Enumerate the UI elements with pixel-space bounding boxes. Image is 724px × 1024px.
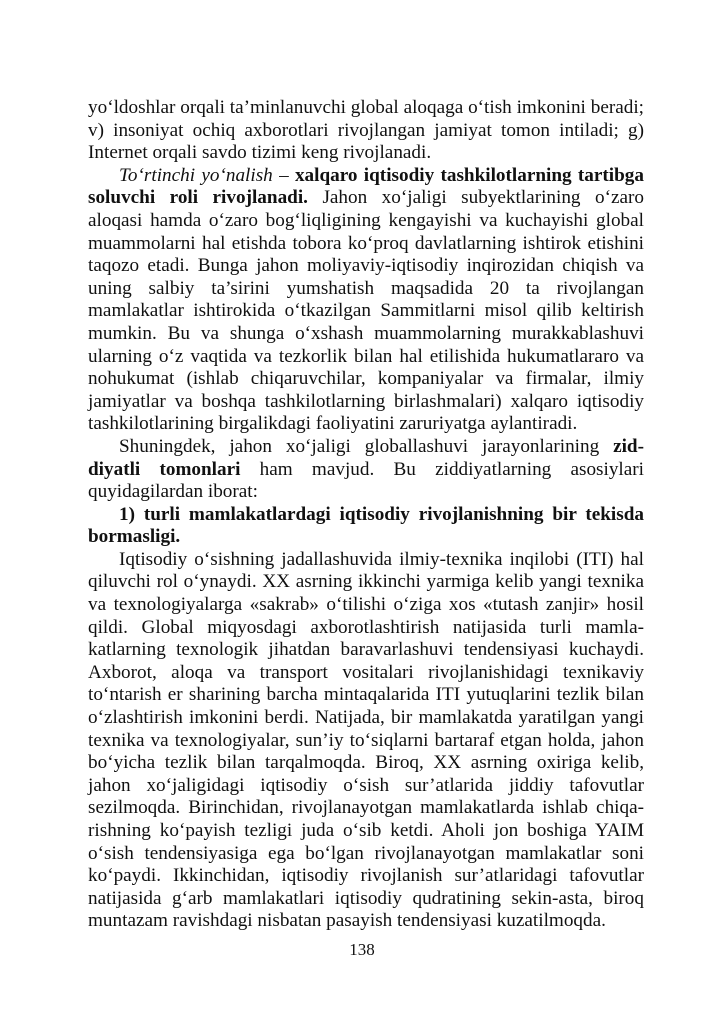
direction-heading: xalqaro iqtisodiy tashkilotlarning tartibga soluvchi roli rivojlanadi. bbox=[88, 164, 644, 209]
paragraph-5-text: Iqtisodiy o‘sishning jadallashuvida ilmiy-texnika inqilobi (ITI) hal qiluvchi rol o‘ynaydi. XX asrning ikkinchi yarmiga kelib yangi texnika va texnologiyalarga «sakrab» o‘tilishi o‘ziga xos «tutash zanjir» hosil qildi. Global miqyosdagi axborotlashtirish natijasida turli mamlakatlarning texnologik jihatdan baravarlashuvi tendensiyasi kuchaydi. Axborot, aloqa va transport vositalari rivojlanishidagi texnikaviy to‘ntarish er sharining barcha mintaqalarida ITI yutuqlarini tezlik bilan o‘zlashtirish imkonini berdi. Natijada, bir mamlakatda yaratilgan yangi texnika va texnologiyalar, sun’iy to‘siqlarni bartaraf etgan holda, jahon bo‘yicha tezlik bilan tarqalmoqda. Biroq, XX asrning oxiriga kelib, jahon xo‘jaligidagi iqtisodiy o‘sish sur’atlarida jiddiy tafovutlar sezilmoqda. Birinchidan, rivojlanayotgan mamlakatlarda ishlab chiqarishning ko‘payish tezligi juda o‘sib ketdi. Aholi jon boshiga YAIM o‘sish tendensiyasiga ega bo‘lgan rivojlanayotgan mamlakatlar soni ko‘paydi. Ikkinchidan, iqtisodiy rivojlanish sur’atlaridagi tafovutlar natijasida g‘arb mamlakatlari iqtisodiy qudratining sekin-asta, biroq muntazam ravishdagi nisbatan pasayish tendensiyasi kuzatilmoqda. bbox=[88, 548, 644, 932]
paragraph-3 bbox=[88, 436, 644, 504]
page-body bbox=[88, 97, 644, 933]
paragraph-5 bbox=[88, 549, 644, 933]
paragraph-1-text: yo‘ldoshlar orqali ta’minlanuvchi global aloqaga o‘tish imkonini beradi; v) insoniyat ochiq axborotlari rivojlangan jamiyat tomon intiladi; g) Internet orqali savdo tizimi keng rivojlanadi. bbox=[88, 97, 644, 164]
page-number: 138 bbox=[349, 940, 375, 959]
contradictions-term: ziddiyatli tomonlari bbox=[88, 435, 644, 480]
direction-label: To‘rtinchi yo‘nalish bbox=[119, 164, 273, 186]
numbered-heading-1-text: 1) turli mamlakatlardagi iqtisodiy rivojlanishning bir tekisda bormasligi. bbox=[88, 503, 644, 548]
paragraph-2-text: Jahon xo‘jaligi subyektlarining o‘zaro aloqasi hamda o‘zaro bog‘liqligining kengayishi va kuchayishi global muammolarni hal etishda tobora ko‘proq davlatlarning ishtirok etishini taqozo etadi. Bunga jahon moliyaviy-iqtisodiy inqirozidan chiqish va uning salbiy ta’sirini yumshatish maqsadida 20 ta rivojlangan mamlakatlar ishtirokida o‘tkazilgan Sammitlarni misol qilib keltirish mumkin. Bu va shunga o‘xshash muammolarning murakkablashuvi ularning o‘z vaqtida va tezkorlik bilan hal etilishida hukumatlararo va nohukumat (ishlab chiqaruvchilar, kompaniyalar va firmalar, ilmiy jamiyatlar va boshqa tashkilotlarning birlashmalari) xalqaro iqtisodiy tashkilotlarining birgalikdagi faoliyatini zaruriyatga aylantiradi. bbox=[88, 187, 644, 435]
dash: – bbox=[272, 164, 295, 186]
numbered-heading-1 bbox=[88, 504, 644, 549]
paragraph-1 bbox=[88, 97, 644, 165]
paragraph-3-text-2: ham mavjud. Bu ziddiyatlarning asosiylari quyidagilardan iborat: bbox=[88, 458, 645, 503]
paragraph-3-text: Shuningdek, jahon xo‘jaligi globallashuvi jarayonlarining bbox=[119, 435, 614, 457]
paragraph-2 bbox=[88, 165, 644, 436]
